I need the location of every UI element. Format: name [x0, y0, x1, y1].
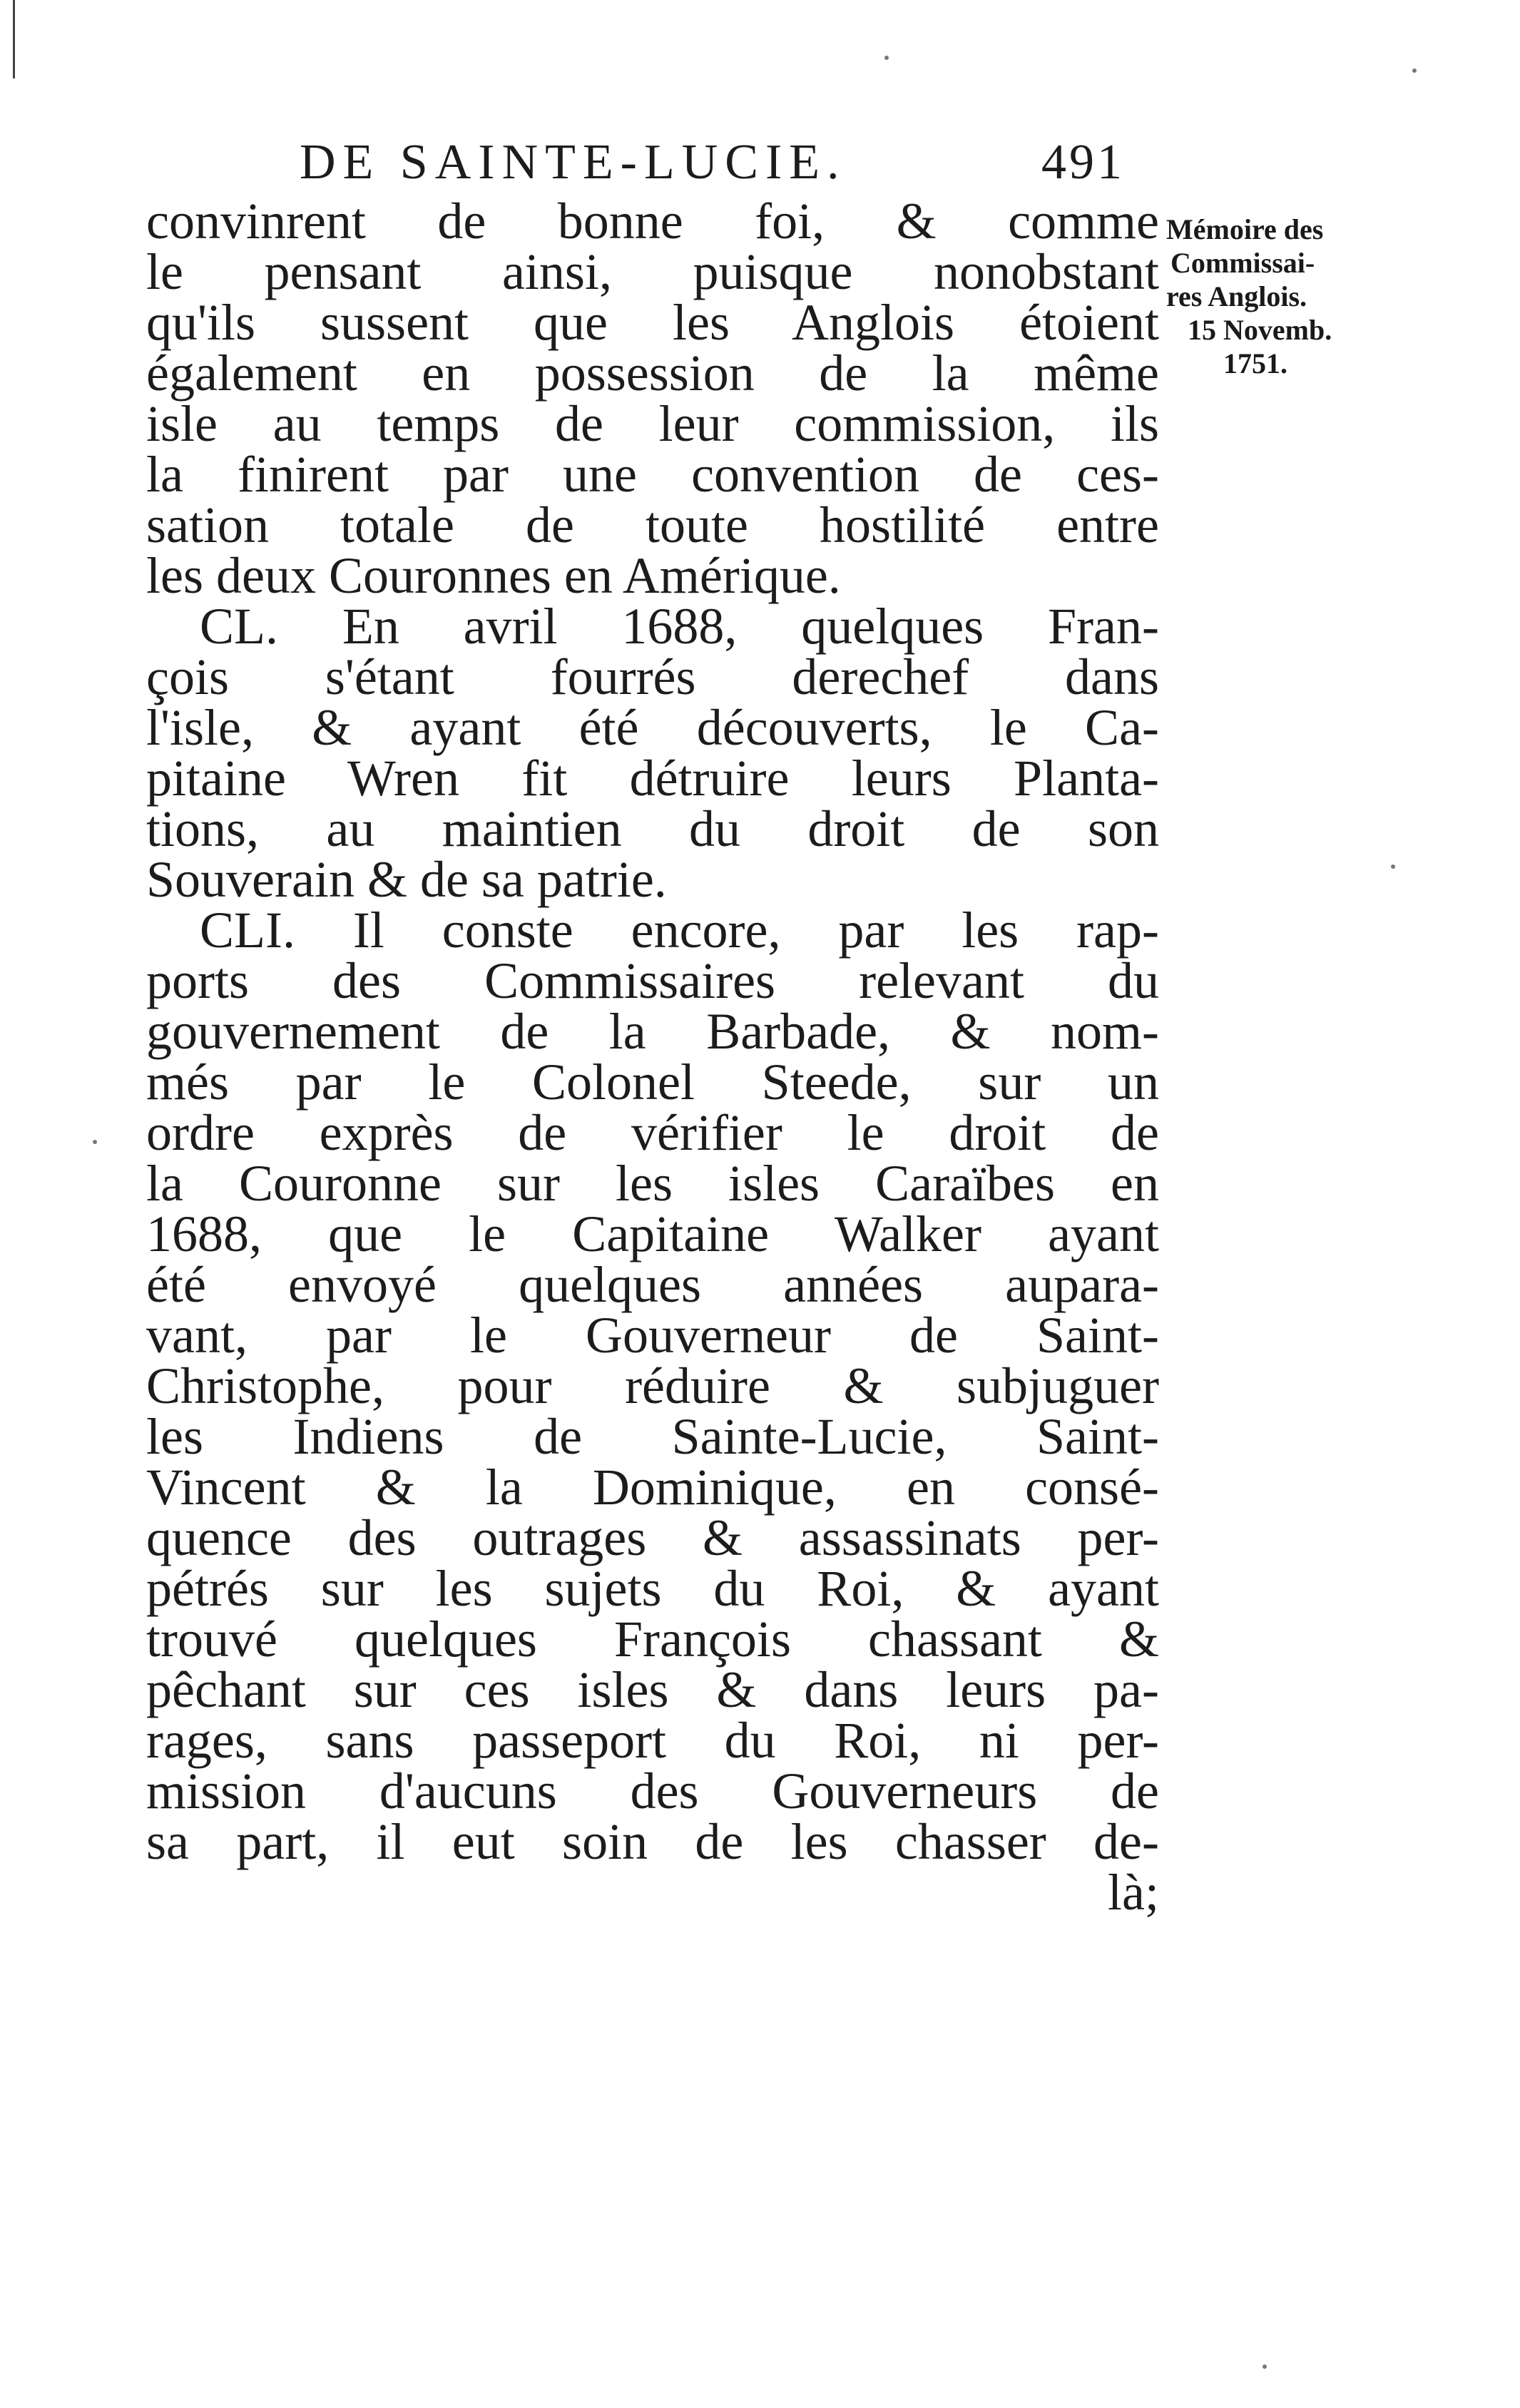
paper-speck — [93, 1140, 97, 1144]
text-line: ordre exprès de vérifier le droit de — [146, 1104, 1159, 1161]
text-line: les Indiens de Sainte-Lucie, Saint- — [146, 1408, 1159, 1465]
page-edge-rule — [13, 0, 15, 78]
running-title: DE SAINTE-LUCIE. — [300, 135, 847, 190]
running-header — [300, 127, 1156, 198]
catchword-line: là; — [1108, 1864, 1159, 1921]
margin-note-line: 15 Novemb. — [1188, 314, 1332, 346]
paragraph-cli-start: CLI. Il conste encore, par les rap- — [200, 902, 1159, 959]
text-line: çois s'étant fourrés derechef dans — [146, 648, 1159, 705]
text-line: qu'ils sussent que les Anglois étoient — [146, 294, 1159, 351]
text-line: mission d'aucuns des Gouverneurs de — [146, 1762, 1159, 1820]
margin-note-line: Commissai- — [1170, 247, 1315, 279]
text-line: la finirent par une convention de ces- — [146, 446, 1159, 503]
margin-note — [1166, 213, 1494, 380]
text-line: quence des outrages & assassinats per- — [146, 1509, 1159, 1566]
text-line: isle au temps de leur commission, ils — [146, 395, 1159, 452]
text-line: vant, par le Gouverneur de Saint- — [146, 1307, 1159, 1364]
text-line: rages, sans passeport du Roi, ni per- — [146, 1712, 1159, 1769]
text-line: més par le Colonel Steede, sur un — [146, 1054, 1159, 1111]
text-line: sa part, il eut soin de les chasser de- — [146, 1813, 1159, 1870]
text-line: convinrent de bonne foi, & comme — [146, 193, 1159, 250]
margin-note-line: Mémoire des — [1166, 213, 1324, 245]
text-line: également en possession de la même — [146, 345, 1159, 402]
margin-note-line: res Anglois. — [1166, 280, 1307, 312]
text-line: Christophe, pour réduire & subjuguer — [146, 1357, 1159, 1414]
text-line: trouvé quelques François chassant & — [146, 1611, 1159, 1668]
text-line: ports des Commissaires relevant du — [146, 952, 1159, 1009]
text-line: Souverain & de sa patrie. — [146, 851, 667, 908]
body-text — [146, 193, 1159, 1921]
text-line: été envoyé quelques années aupara- — [146, 1256, 1159, 1313]
paper-speck — [1412, 68, 1417, 73]
text-line: 1688, que le Capitaine Walker ayant — [146, 1205, 1159, 1262]
text-line: sation totale de toute hostilité entre — [146, 496, 1159, 553]
paper-speck — [1263, 2364, 1267, 2369]
text-line: la Couronne sur les isles Caraïbes en — [146, 1155, 1159, 1212]
text-line: pétrés sur les sujets du Roi, & ayant — [146, 1560, 1159, 1617]
text-line: l'isle, & ayant été découverts, le Ca- — [146, 699, 1159, 756]
paper-speck — [1391, 864, 1395, 869]
text-line: les deux Couronnes en Amérique. — [146, 547, 841, 604]
text-line: Vincent & la Dominique, en consé- — [146, 1459, 1159, 1516]
paragraph-cl-start: CL. En avril 1688, quelques Fran- — [200, 598, 1159, 655]
text-line: gouvernement de la Barbade, & nom- — [146, 1003, 1159, 1060]
text-line: tions, au maintien du droit de son — [146, 800, 1159, 857]
paper-speck — [884, 56, 889, 60]
margin-note-line: 1751. — [1223, 347, 1287, 379]
page-number: 491 — [1041, 135, 1125, 190]
text-line: pitaine Wren fit détruire leurs Planta- — [146, 750, 1159, 807]
text-line: pêchant sur ces isles & dans leurs pa- — [146, 1661, 1159, 1718]
text-line: le pensant ainsi, puisque nonobstant — [146, 243, 1159, 300]
